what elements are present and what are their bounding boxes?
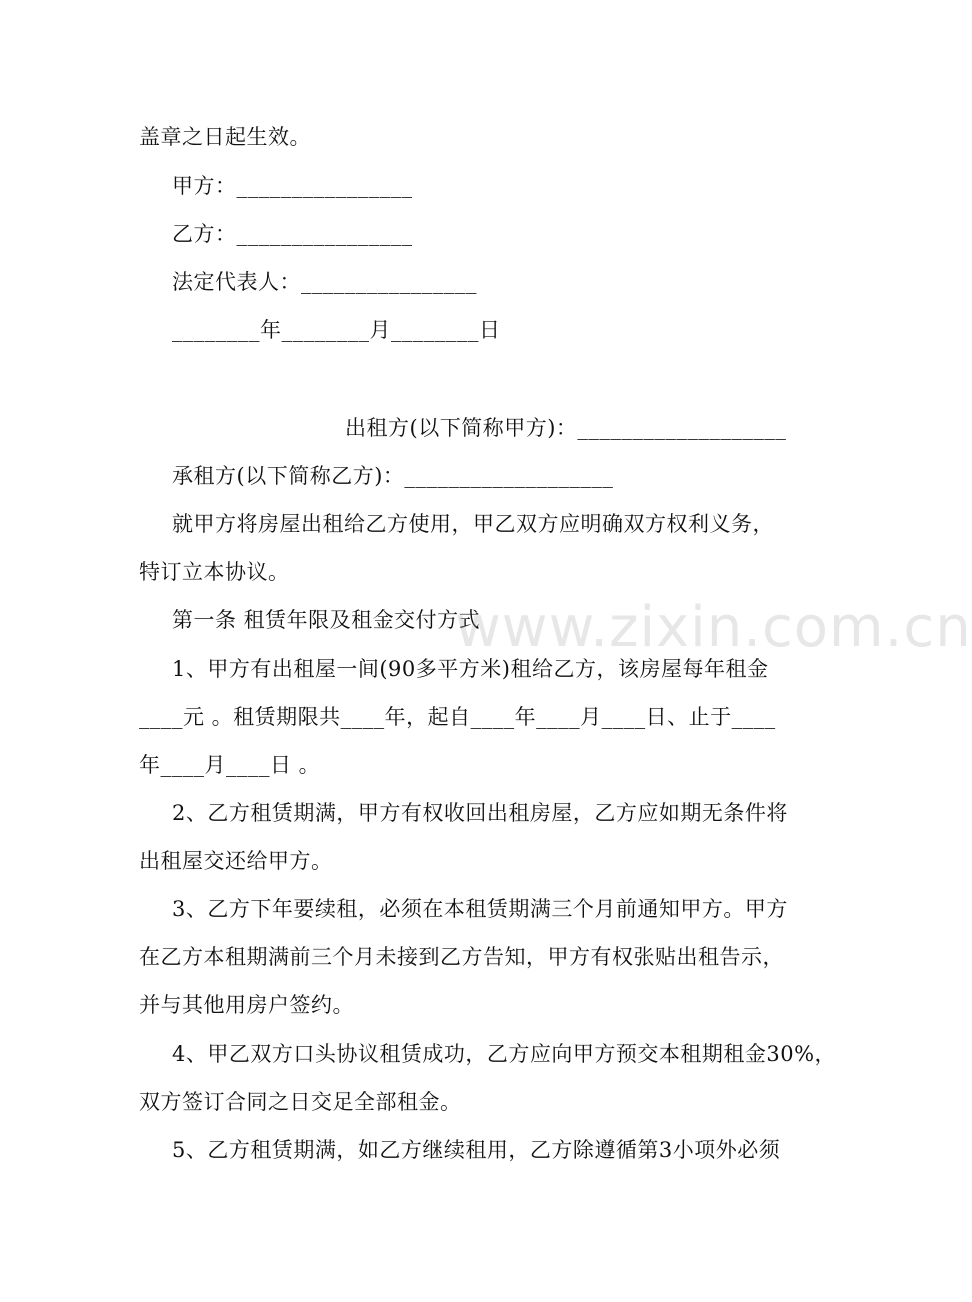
paragraph-line: 在乙方本租期满前三个月未接到乙方告知，甲方有权张贴出租告示， [139, 945, 784, 969]
party-a-signature-line: 甲方：________________ [172, 174, 413, 198]
lessee-line: 承租方(以下简称乙方)：___________________ [172, 464, 614, 488]
paragraph-line: 就甲方将房屋出租给乙方使用，甲乙双方应明确双方权利义务， [172, 512, 774, 536]
paragraph-line: ____元 。租赁期限共____年，起自____年____月____日、止于____ [139, 705, 776, 729]
paragraph-line: 出租屋交还给甲方。 [139, 849, 333, 873]
date-line: ________年________月________日 [172, 318, 501, 342]
party-b-signature-line: 乙方：________________ [172, 222, 413, 246]
watermark-text: www.zixin.com.cn [455, 595, 972, 660]
paragraph-line: 特订立本协议。 [139, 560, 290, 584]
lessor-line: 出租方(以下简称甲方)：___________________ [345, 416, 787, 440]
legal-rep-signature-line: 法定代表人：________________ [172, 270, 477, 294]
paragraph-line: 并与其他用房户签约。 [139, 993, 354, 1017]
paragraph-line: 2、乙方租赁期满，甲方有权收回出租房屋，乙方应如期无条件将 [172, 801, 788, 825]
paragraph-line: 5、乙方租赁期满，如乙方继续租用，乙方除遵循第3小项外必须 [172, 1138, 781, 1162]
paragraph-line: 3、乙方下年要续租，必须在本租赁期满三个月前通知甲方。甲方 [172, 897, 788, 921]
paragraph-line: 年____月____日 。 [139, 753, 321, 777]
paragraph-line: 1、甲方有出租屋一间(90多平方米)租给乙方，该房屋每年租金 [172, 657, 769, 681]
paragraph-line: 双方签订合同之日交足全部租金。 [139, 1090, 462, 1114]
article-heading: 第一条 租赁年限及租金交付方式 [172, 608, 481, 632]
text-line-1: 盖章之日起生效。 [139, 125, 311, 149]
paragraph-line: 4、甲乙双方口头协议租赁成功，乙方应向甲方预交本租期租金30%， [172, 1042, 837, 1066]
